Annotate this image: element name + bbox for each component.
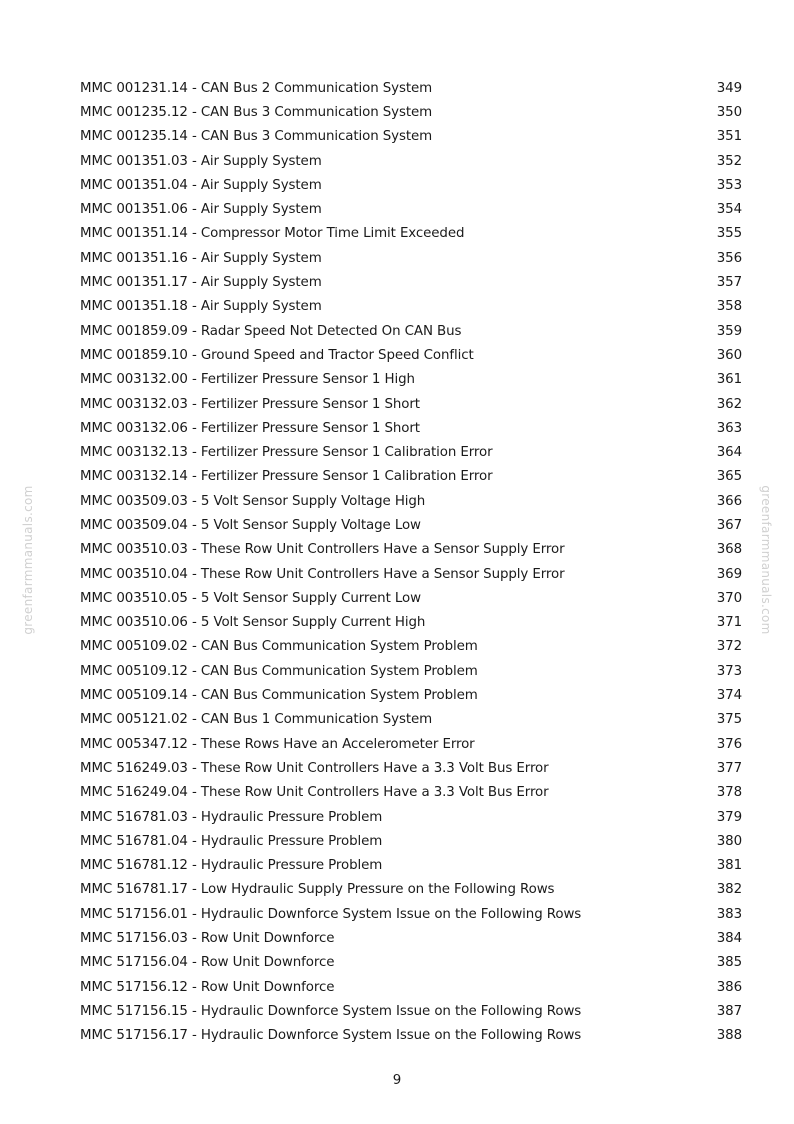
toc-entry-title: MMC 003509.04 - 5 Volt Sensor Supply Voltage Low <box>80 517 421 533</box>
toc-entry[interactable] <box>80 659 742 683</box>
toc-entry[interactable] <box>80 756 742 780</box>
toc-entry-page: 371 <box>716 615 742 631</box>
toc-entry[interactable] <box>80 319 742 343</box>
toc-entry-title: MMC 516249.04 - These Row Unit Controllers Have a 3.3 Volt Bus Error <box>80 785 549 801</box>
toc-entry-page: 356 <box>716 250 742 266</box>
toc-entry[interactable] <box>80 829 742 853</box>
toc-entry[interactable] <box>80 197 742 221</box>
toc-entry-page: 372 <box>716 639 742 655</box>
toc-entry[interactable] <box>80 611 742 635</box>
toc-entry-page: 359 <box>716 323 742 339</box>
toc-entry-page: 378 <box>716 785 742 801</box>
toc-entry[interactable] <box>80 562 742 586</box>
toc-entry[interactable] <box>80 683 742 707</box>
toc-entry-title: MMC 001351.17 - Air Supply System <box>80 275 322 291</box>
toc-entry-page: 363 <box>716 420 742 436</box>
toc-entry-page: 387 <box>716 1003 742 1019</box>
toc-entry-page: 354 <box>716 202 742 218</box>
toc-entry[interactable] <box>80 878 742 902</box>
toc-entry-page: 357 <box>716 275 742 291</box>
toc-entry-title: MMC 003132.13 - Fertilizer Pressure Sensor 1 Calibration Error <box>80 445 493 461</box>
toc-entry-page: 383 <box>716 906 742 922</box>
toc-entry-page: 349 <box>716 80 742 96</box>
toc-entry-page: 358 <box>716 299 742 315</box>
toc-entry-title: MMC 517156.04 - Row Unit Downforce <box>80 955 335 971</box>
toc-entry-title: MMC 003132.14 - Fertilizer Pressure Sensor 1 Calibration Error <box>80 469 493 485</box>
toc-entry-page: 366 <box>716 493 742 509</box>
toc-entry[interactable] <box>80 586 742 610</box>
toc-entry[interactable] <box>80 854 742 878</box>
toc-entry-title: MMC 005109.14 - CAN Bus Communication System Problem <box>80 688 478 704</box>
toc-entry-title: MMC 516781.17 - Low Hydraulic Supply Pressure on the Following Rows <box>80 882 555 898</box>
toc-entry-page: 373 <box>716 663 742 679</box>
toc-entry[interactable] <box>80 125 742 149</box>
toc-entry-page: 368 <box>716 542 742 558</box>
toc-entry-page: 374 <box>716 688 742 704</box>
toc-entry-title: MMC 517156.03 - Row Unit Downforce <box>80 931 335 947</box>
toc-entry-page: 351 <box>716 129 742 145</box>
toc-entry[interactable] <box>80 902 742 926</box>
toc-entry[interactable] <box>80 708 742 732</box>
watermark-right: greenfarmmanuals.com <box>759 485 773 635</box>
toc-entry-page: 367 <box>716 517 742 533</box>
toc-entry-page: 370 <box>716 590 742 606</box>
toc-entry[interactable] <box>80 513 742 537</box>
toc-entry[interactable] <box>80 805 742 829</box>
toc-entry-title: MMC 001351.06 - Air Supply System <box>80 202 322 218</box>
toc-entry[interactable] <box>80 781 742 805</box>
toc-entry-title: MMC 001235.12 - CAN Bus 3 Communication System <box>80 104 433 120</box>
table-of-contents <box>80 76 742 1048</box>
toc-entry[interactable] <box>80 489 742 513</box>
toc-entry-title: MMC 005121.02 - CAN Bus 1 Communication System <box>80 712 433 728</box>
toc-entry[interactable] <box>80 343 742 367</box>
toc-entry[interactable] <box>80 926 742 950</box>
toc-entry[interactable] <box>80 270 742 294</box>
toc-entry[interactable] <box>80 440 742 464</box>
toc-entry[interactable] <box>80 100 742 124</box>
toc-entry-title: MMC 005347.12 - These Rows Have an Accelerometer Error <box>80 736 475 752</box>
toc-entry[interactable] <box>80 295 742 319</box>
toc-entry-page: 365 <box>716 469 742 485</box>
toc-entry-title: MMC 001351.16 - Air Supply System <box>80 250 322 266</box>
toc-entry-page: 388 <box>716 1028 742 1044</box>
toc-entry-page: 361 <box>716 372 742 388</box>
toc-entry-title: MMC 516249.03 - These Row Unit Controllers Have a 3.3 Volt Bus Error <box>80 760 549 776</box>
toc-entry[interactable] <box>80 538 742 562</box>
toc-entry-page: 377 <box>716 760 742 776</box>
toc-entry-title: MMC 003510.03 - These Row Unit Controllers Have a Sensor Supply Error <box>80 542 565 558</box>
page-number: 9 <box>392 1073 402 1088</box>
toc-entry-title: MMC 003509.03 - 5 Volt Sensor Supply Voltage High <box>80 493 426 509</box>
toc-entry-page: 375 <box>716 712 742 728</box>
toc-entry[interactable] <box>80 975 742 999</box>
toc-entry-title: MMC 001231.14 - CAN Bus 2 Communication System <box>80 80 433 96</box>
toc-entry-title: MMC 001351.18 - Air Supply System <box>80 299 322 315</box>
toc-entry[interactable] <box>80 999 742 1023</box>
toc-entry-title: MMC 003132.06 - Fertilizer Pressure Sensor 1 Short <box>80 420 420 436</box>
toc-entry-title: MMC 003132.03 - Fertilizer Pressure Sensor 1 Short <box>80 396 420 412</box>
toc-entry-title: MMC 001859.10 - Ground Speed and Tractor Speed Conflict <box>80 347 474 363</box>
toc-entry[interactable] <box>80 635 742 659</box>
toc-entry-page: 352 <box>716 153 742 169</box>
toc-entry-title: MMC 001351.14 - Compressor Motor Time Limit Exceeded <box>80 226 465 242</box>
toc-entry[interactable] <box>80 1024 742 1048</box>
toc-entry-title: MMC 517156.15 - Hydraulic Downforce System Issue on the Following Rows <box>80 1003 582 1019</box>
toc-entry-page: 386 <box>716 979 742 995</box>
toc-entry[interactable] <box>80 392 742 416</box>
toc-entry-title: MMC 005109.02 - CAN Bus Communication System Problem <box>80 639 478 655</box>
toc-entry[interactable] <box>80 76 742 100</box>
toc-entry[interactable] <box>80 246 742 270</box>
toc-entry-title: MMC 516781.04 - Hydraulic Pressure Problem <box>80 833 383 849</box>
toc-entry-title: MMC 003510.04 - These Row Unit Controllers Have a Sensor Supply Error <box>80 566 565 582</box>
toc-entry[interactable] <box>80 222 742 246</box>
toc-entry-page: 380 <box>716 833 742 849</box>
toc-entry-title: MMC 517156.17 - Hydraulic Downforce System Issue on the Following Rows <box>80 1028 582 1044</box>
toc-entry-title: MMC 005109.12 - CAN Bus Communication System Problem <box>80 663 478 679</box>
toc-entry-title: MMC 003510.06 - 5 Volt Sensor Supply Current High <box>80 615 426 631</box>
toc-entry-page: 362 <box>716 396 742 412</box>
toc-entry-title: MMC 003510.05 - 5 Volt Sensor Supply Current Low <box>80 590 421 606</box>
toc-entry[interactable] <box>80 732 742 756</box>
toc-entry[interactable] <box>80 465 742 489</box>
toc-entry-page: 385 <box>716 955 742 971</box>
toc-entry-title: MMC 517156.01 - Hydraulic Downforce System Issue on the Following Rows <box>80 906 582 922</box>
toc-entry-page: 384 <box>716 931 742 947</box>
toc-entry[interactable] <box>80 368 742 392</box>
toc-entry-title: MMC 003132.00 - Fertilizer Pressure Sensor 1 High <box>80 372 415 388</box>
toc-entry-title: MMC 001859.09 - Radar Speed Not Detected On CAN Bus <box>80 323 462 339</box>
toc-entry-title: MMC 001351.03 - Air Supply System <box>80 153 322 169</box>
watermark-left: greenfarmmanuals.com <box>21 485 35 635</box>
toc-entry[interactable] <box>80 149 742 173</box>
toc-entry-page: 381 <box>716 858 742 874</box>
toc-entry-title: MMC 001351.04 - Air Supply System <box>80 177 322 193</box>
toc-entry[interactable] <box>80 173 742 197</box>
toc-entry-page: 360 <box>716 347 742 363</box>
toc-entry-page: 353 <box>716 177 742 193</box>
toc-entry-page: 355 <box>716 226 742 242</box>
toc-entry-title: MMC 516781.12 - Hydraulic Pressure Problem <box>80 858 383 874</box>
toc-entry-page: 382 <box>716 882 742 898</box>
toc-entry-page: 350 <box>716 104 742 120</box>
toc-entry-title: MMC 516781.03 - Hydraulic Pressure Problem <box>80 809 383 825</box>
toc-entry-page: 369 <box>716 566 742 582</box>
toc-entry-title: MMC 517156.12 - Row Unit Downforce <box>80 979 335 995</box>
toc-entry[interactable] <box>80 416 742 440</box>
toc-entry-title: MMC 001235.14 - CAN Bus 3 Communication System <box>80 129 433 145</box>
toc-entry-page: 376 <box>716 736 742 752</box>
toc-entry-page: 364 <box>716 445 742 461</box>
toc-entry[interactable] <box>80 951 742 975</box>
toc-entry-page: 379 <box>716 809 742 825</box>
